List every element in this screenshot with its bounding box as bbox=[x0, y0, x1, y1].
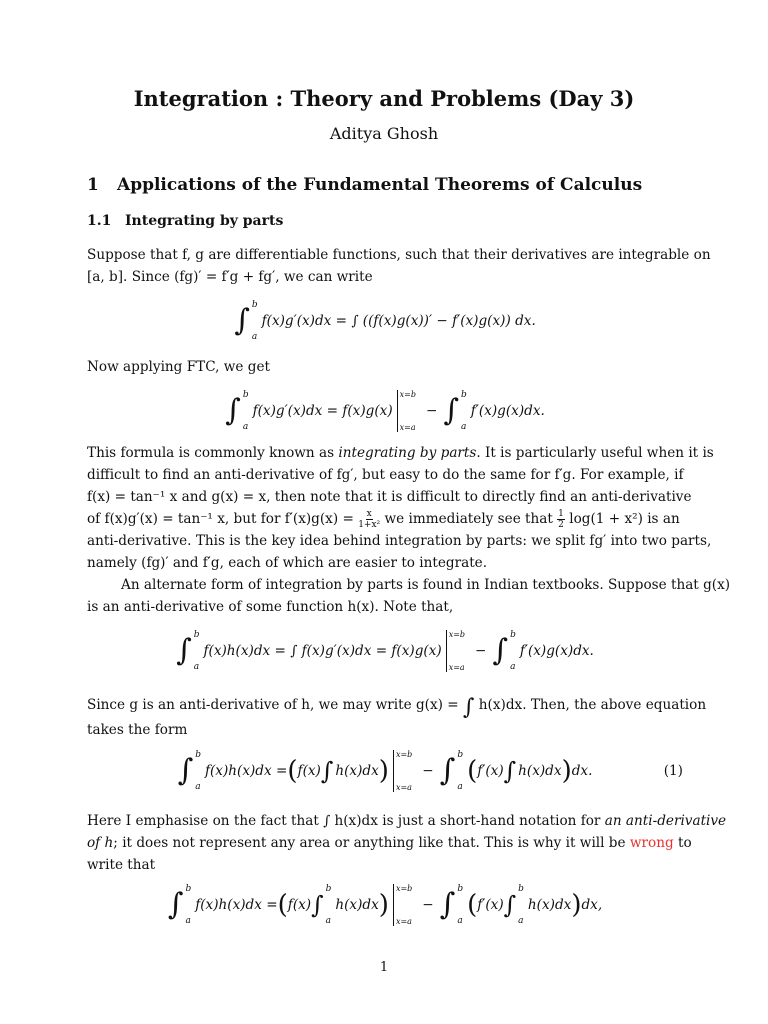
section-heading bbox=[87, 175, 642, 195]
text-fragment: log(1 + x²) is an bbox=[569, 511, 680, 527]
subsection-number: 1.1 bbox=[87, 213, 112, 229]
equation-text: f′(x)g(x)dx. bbox=[470, 403, 545, 419]
text-line: [a, b]. Since (fg)′ = f′g + fg′, we can write bbox=[87, 269, 373, 285]
text-line: An alternate form of integration by parts is found in Indian textbooks. Suppose that g(x) bbox=[121, 577, 731, 593]
section-title: Applications of the Fundamental Theorems of Calculus bbox=[117, 175, 643, 195]
author-name: Aditya Ghosh bbox=[329, 124, 439, 143]
text-fragment: Here I emphasise on the fact that ∫ h(x)dx is just a short-hand notation for bbox=[87, 813, 601, 829]
subsection-heading bbox=[87, 213, 283, 229]
text-line: namely (fg)′ and f′g, each of which are easier to integrate. bbox=[87, 555, 488, 571]
text-fragment: Since g is an anti-derivative of h, we may write g(x) = bbox=[87, 697, 459, 713]
text-fragment: h(x)dx. Then, the above equation bbox=[478, 697, 707, 713]
equation-number: (1) bbox=[663, 763, 683, 779]
equation-text: f(x)g′(x)dx = f(x)g(x) bbox=[252, 403, 393, 419]
text-fragment: we immediately see that bbox=[384, 511, 553, 527]
equation-4: ∫ b a f(x)h(x)dx = ( f(x) ∫ h(x)dx ) x=b x=a − ∫ b a ( f′(x) ∫ h(x)dx ) dx. (1) bbox=[177, 750, 683, 792]
section-number: 1 bbox=[87, 175, 99, 195]
text-fragment: This formula is commonly known as bbox=[87, 445, 335, 461]
equation-1: ∫ b a f(x)g′(x)dx = ∫ ((f(x)g(x))′ − f′(x)g(x)) dx. bbox=[234, 300, 536, 342]
paragraph-anti-derivative: Since g is an anti-derivative of h, we may write g(x) = ∫ h(x)dx. Then, the above equation takes the form bbox=[87, 694, 683, 741]
text-line: takes the form bbox=[87, 722, 188, 738]
equation-3: ∫ b a f(x)h(x)dx = ∫ f(x)g′(x)dx = f(x)g(x) x=b x=a − ∫ b a f′(x)g(x)dx. bbox=[176, 630, 594, 672]
text-fragment: ; it does not represent any area or anything like that. This is why it will be bbox=[113, 835, 626, 851]
equation-text: f(x)h(x)dx = ∫ f(x)g′(x)dx = f(x)g(x) bbox=[203, 643, 442, 659]
subsection-title: Integrating by parts bbox=[125, 213, 284, 229]
document-title: Integration : Theory and Problems (Day 3) bbox=[133, 86, 635, 111]
text-line: difficult to find an anti-derivative of fg′, but easy to do the same for f′g. For example, if bbox=[87, 467, 684, 483]
fraction-half: $\frac{1}{2}$ bbox=[558, 509, 564, 530]
text-line: is an anti-derivative of some function h(x). Note that, bbox=[87, 599, 454, 615]
emphasis-term: an anti-derivative bbox=[604, 813, 727, 829]
equation-2: ∫ b a f(x)g′(x)dx = f(x)g(x) x=b x=a − ∫ b a f′(x)g(x)dx. bbox=[225, 390, 545, 432]
text-line: Now applying FTC, we get bbox=[87, 359, 270, 375]
text-fragment: . It is particularly useful when it is bbox=[476, 445, 714, 461]
text-line: Suppose that f, g are differentiable functions, such that their derivatives are integrable on bbox=[87, 247, 711, 263]
paragraph-intro bbox=[87, 244, 711, 288]
emphasis-term: of h bbox=[87, 835, 114, 851]
equation-text: f′(x)g(x)dx. bbox=[519, 643, 594, 659]
equation-text: f(x)g′(x)dx = ∫ ((f(x)g(x))′ − f′(x)g(x)) dx. bbox=[261, 313, 536, 329]
paragraph-integrating-by-parts bbox=[87, 442, 731, 618]
text-line: anti-derivative. This is the key idea behind integration by parts: we split fg′ into two parts, bbox=[87, 533, 712, 549]
paragraph-emphasis bbox=[87, 810, 727, 876]
page-number: 1 bbox=[379, 960, 389, 975]
text-fragment: of f(x)g′(x) = tan⁻¹ x, but for f′(x)g(x) = bbox=[87, 511, 354, 527]
equation-5: ∫ b a f(x)h(x)dx = ( f(x) ∫ b a h(x)dx ) x=b x=a − ∫ b a ( f′(x) ∫ b a h(x)dx ) dx, bbox=[167, 884, 603, 926]
emphasis-term: integrating by parts bbox=[338, 445, 477, 461]
text-line: f(x) = tan⁻¹ x and g(x) = x, then note that it is difficult to directly find an anti-derivative bbox=[87, 489, 692, 505]
text-fragment: to bbox=[678, 835, 692, 851]
wrong-highlight: wrong bbox=[629, 835, 674, 851]
paragraph-ftc bbox=[87, 356, 683, 378]
text-line: write that bbox=[87, 857, 156, 873]
fraction: $\frac{x}{\text{1+x²}}$ bbox=[358, 509, 381, 530]
